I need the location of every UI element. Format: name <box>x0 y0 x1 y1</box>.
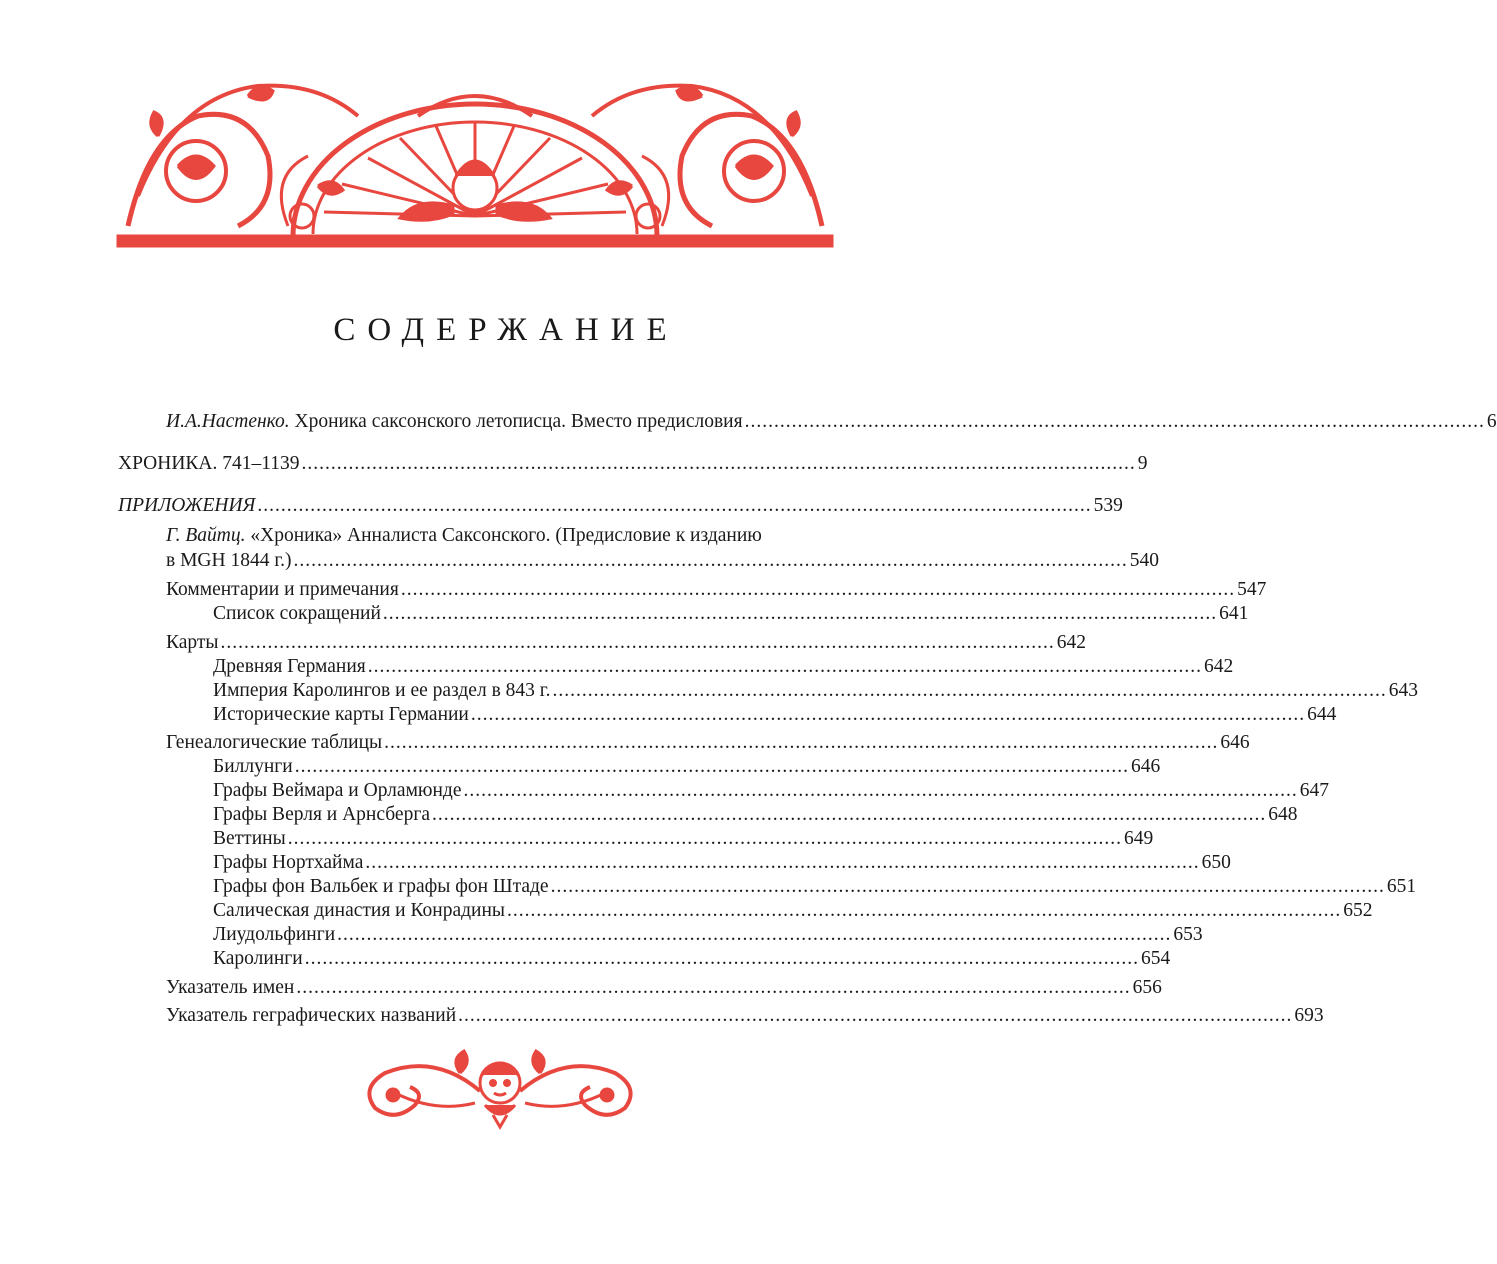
toc-entry-waitz[interactable] <box>166 549 1160 573</box>
toc-entry-page: 647 <box>1299 780 1329 801</box>
toc-entry-genealogy-item[interactable] <box>213 803 1298 827</box>
toc-entry-index-names[interactable] <box>166 976 1162 1000</box>
toc-entry-chronicle[interactable] <box>118 452 1148 476</box>
leader-dots: .............................................................................................................................................. <box>301 453 1136 474</box>
toc-entry-label: Графы фон Вальбек и графы фон Штаде <box>213 876 549 897</box>
leader-dots: .............................................................................................................................................. <box>458 1005 1293 1026</box>
toc-entry-label: «Хроника» Анналиста Саксонского. (Предисловие к изданию <box>250 525 762 546</box>
toc-entry-label: в MGH 1844 г.) <box>166 550 292 571</box>
toc-entry-page: 650 <box>1201 852 1231 873</box>
leader-dots: .............................................................................................................................................. <box>367 656 1203 677</box>
leader-dots: .............................................................................................................................................. <box>257 495 1092 516</box>
leader-dots: .............................................................................................................................................. <box>287 828 1122 849</box>
toc-entry-page: 643 <box>1388 680 1418 701</box>
leader-dots: .............................................................................................................................................. <box>293 550 1128 571</box>
leader-dots: .............................................................................................................................................. <box>365 852 1200 873</box>
toc-entry-maps[interactable] <box>166 631 1087 655</box>
toc-entry-map-item[interactable] <box>213 655 1234 679</box>
toc-entry-label: Хроника саксонского летописца. Вместо предисловия <box>294 411 743 432</box>
toc-entry-page: 656 <box>1132 977 1162 998</box>
toc-entry-map-item[interactable] <box>213 703 1337 727</box>
toc-entry-comments[interactable] <box>166 578 1267 602</box>
toc-entry-page: 646 <box>1130 756 1161 777</box>
toc-entry-label: Список сокращений <box>213 603 381 624</box>
toc-entry-page: 649 <box>1123 828 1154 849</box>
leader-dots: .............................................................................................................................................. <box>304 948 1139 969</box>
leader-dots: .............................................................................................................................................. <box>552 680 1387 701</box>
toc-entry-page: 693 <box>1294 1005 1324 1026</box>
toc-entry-page: 651 <box>1386 876 1417 897</box>
toc-entry-page: 547 <box>1237 579 1267 600</box>
toc-entry-genealogy-item[interactable] <box>213 755 1161 779</box>
leader-dots: .............................................................................................................................................. <box>382 603 1218 624</box>
leader-dots: .............................................................................................................................................. <box>507 900 1342 921</box>
toc-entry-page: 653 <box>1173 924 1203 945</box>
toc-entry-genealogy[interactable] <box>166 731 1250 755</box>
toc-entry-label: Веттины <box>213 828 286 849</box>
toc-entry-genealogy-item[interactable] <box>213 779 1329 803</box>
leader-dots: .............................................................................................................................................. <box>550 876 1385 897</box>
ornamental-headpiece <box>118 76 832 248</box>
toc-entry-label: ПРИЛОЖЕНИЯ <box>118 495 256 516</box>
leader-dots: .............................................................................................................................................. <box>294 756 1129 777</box>
toc-entry-author: И.А.Настенко. <box>166 411 290 432</box>
toc-entry-label: Указатель имен <box>166 977 295 998</box>
leader-dots: .............................................................................................................................................. <box>337 924 1172 945</box>
toc-entry-page: 642 <box>1204 656 1234 677</box>
leader-dots: .............................................................................................................................................. <box>384 732 1219 753</box>
ornamental-tailpiece <box>355 1043 645 1131</box>
leader-dots: .............................................................................................................................................. <box>400 579 1236 600</box>
toc-entry-page: 540 <box>1129 550 1160 571</box>
toc-entry-page: 642 <box>1056 632 1087 653</box>
toc-entry-label: Графы Веймара и Орламюнде <box>213 780 462 801</box>
toc-entry-label: Исторические карты Германии <box>213 704 469 725</box>
leader-dots: .............................................................................................................................. <box>744 411 1485 432</box>
toc-entry-index-geo[interactable] <box>166 1004 1324 1028</box>
toc-entry-page: 654 <box>1140 948 1171 969</box>
toc-entry-label: Империя Каролингов и ее раздел в 843 г. <box>213 680 551 701</box>
toc-entry-map-item[interactable] <box>213 679 1418 703</box>
toc-entry-label: Указатель геграфических названий <box>166 1005 457 1026</box>
toc-entry-label: Карты <box>166 632 219 653</box>
toc-entry-preface[interactable] <box>166 410 1497 434</box>
toc-entry-genealogy-item[interactable] <box>213 875 1417 899</box>
toc-entry-label: ХРОНИКА. 741–1139 <box>118 453 300 474</box>
toc-entry-label: Салическая династия и Конрадины <box>213 900 506 921</box>
leader-dots: .............................................................................................................................................. <box>432 804 1267 825</box>
toc-entry-genealogy-item[interactable] <box>213 827 1154 851</box>
toc-entry-label: Графы Верля и Арнсберга <box>213 804 430 825</box>
page-title: СОДЕРЖАНИЕ <box>333 312 679 348</box>
toc-entry-page: 539 <box>1093 495 1123 516</box>
toc-entry-genealogy-item[interactable] <box>213 923 1203 947</box>
toc-entry-author: Г. Вайтц. <box>166 525 246 546</box>
toc-entry-page: 641 <box>1219 603 1249 624</box>
leader-dots: .............................................................................................................................................. <box>220 632 1055 653</box>
toc-entry-page: 9 <box>1137 453 1148 474</box>
toc-entry-label: Графы Нортхайма <box>213 852 364 873</box>
toc-entry-label: Комментарии и примечания <box>166 579 399 600</box>
toc-entry-label: Древняя Германия <box>213 656 366 677</box>
toc-entry-label: Каролинги <box>213 948 303 969</box>
leader-dots: .............................................................................................................................................. <box>470 704 1306 725</box>
toc-entry-page: 648 <box>1268 804 1298 825</box>
toc-entry-genealogy-item[interactable] <box>213 899 1373 923</box>
toc-entry-genealogy-item[interactable] <box>213 851 1231 875</box>
toc-entry-page: 646 <box>1220 732 1250 753</box>
toc-entry-label: Биллунги <box>213 756 293 777</box>
toc-entry-waitz-line1[interactable] <box>166 524 762 548</box>
toc-entry-label: Лиудольфинги <box>213 924 336 945</box>
leader-dots: .............................................................................................................................................. <box>296 977 1131 998</box>
leader-dots: .............................................................................................................................................. <box>463 780 1298 801</box>
toc-entry-appendices[interactable] <box>118 494 1123 518</box>
toc-entry-genealogy-item[interactable] <box>213 947 1171 971</box>
toc-entry-page: 6 <box>1486 411 1497 432</box>
toc-entry-label: Генеалогические таблицы <box>166 732 383 753</box>
toc-entry-abbreviations[interactable] <box>213 602 1249 626</box>
toc-entry-page: 652 <box>1343 900 1373 921</box>
toc-entry-page: 644 <box>1307 704 1337 725</box>
